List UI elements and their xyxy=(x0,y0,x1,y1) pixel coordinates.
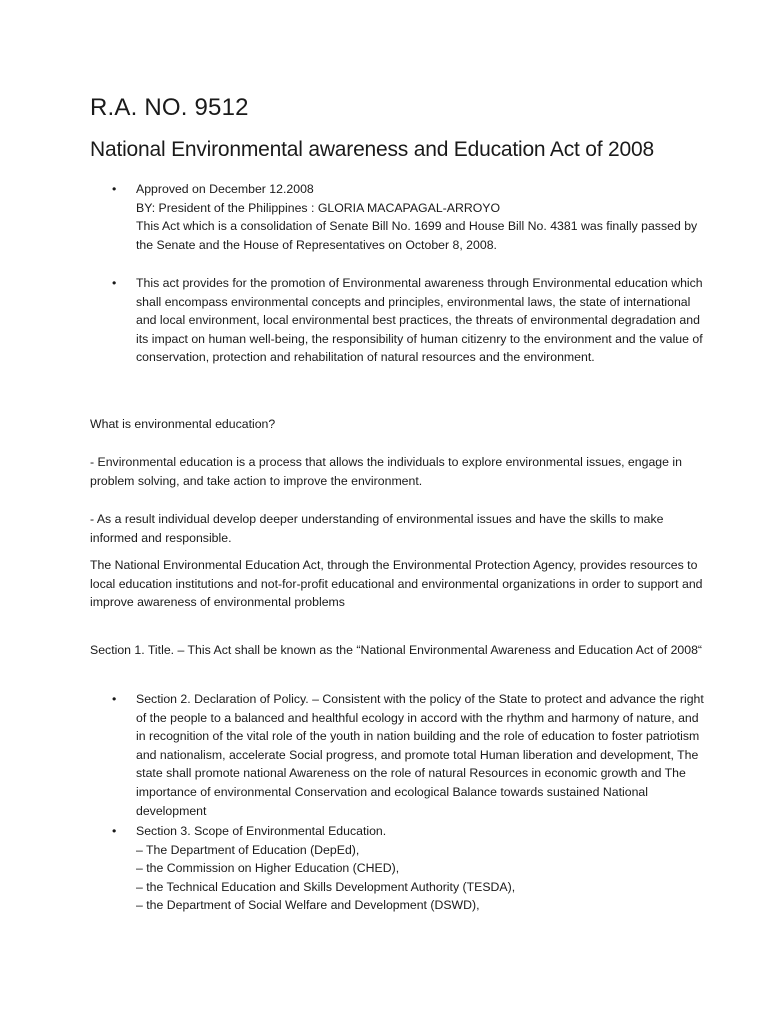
section-3-block xyxy=(136,822,710,915)
approval-signatory: BY: President of the Philippines : GLORIA MACAPAGAL-ARROYO xyxy=(136,200,501,215)
section-3-item: – the Commission on Higher Education (CHED), xyxy=(136,861,400,876)
section-2-paragraph: Section 2. Declaration of Policy. – Consistent with the policy of the State to protect and advance the right of the people to a balanced and healthful ecology in accord with the rhythm and harmony of nature, and in recognition of the vital role of the youth in nation building and the role of education to foster patriotism and nationalism, accelerate Social progress, and promote total Human liberation and development, The state shall promote national Awareness on the role of natural Resources in economic growth and The importance of environmental Conservation and ecological Balance towards sustained National development xyxy=(136,692,704,818)
bullet-glyph: • xyxy=(112,182,117,196)
answer-paragraph-2: - As a result individual develop deeper understanding of environmental issues and have the skills to make informed and responsible. xyxy=(90,512,664,545)
section-3-item: – the Technical Education and Skills Development Authority (TESDA), xyxy=(136,879,516,894)
section-1-paragraph: Section 1. Title. – This Act shall be known as the “National Environmental Awareness and Education Act of 2008“ xyxy=(90,643,703,657)
section-3-item: – the Department of Social Welfare and Development (DSWD), xyxy=(136,898,480,913)
document-subtitle: National Environmental awareness and Education Act of 2008 xyxy=(90,138,654,161)
approval-date: Approved on December 12.2008 xyxy=(136,182,314,196)
document-title: R.A. NO. 9512 xyxy=(90,94,249,121)
bullet-glyph: • xyxy=(112,824,117,838)
bullet-glyph: • xyxy=(112,692,117,706)
bullet-glyph: • xyxy=(112,276,117,290)
approval-block xyxy=(136,180,710,254)
section-3-heading: Section 3. Scope of Environmental Education. xyxy=(136,824,387,838)
approval-consolidation: This Act which is a consolidation of Senate Bill No. 1699 and House Bill No. 4381 was finally passed by the Senate and the House of Representatives on October 8, 2008. xyxy=(136,219,698,252)
neea-paragraph: The National Environmental Education Act, through the Environmental Protection Agency, provides resources to local education institutions and not-for-profit educational and environmental organizations in order to support and improve awareness of environmental problems xyxy=(90,558,703,610)
question-heading: What is environmental education? xyxy=(90,417,276,431)
act-provisions-paragraph: This act provides for the promotion of Environmental awareness through Environmental education which shall encompass environmental concepts and principles, environmental laws, the state of international and local environment, local environmental best practices, the threats of environmental degradation and its impact on human well-being, the responsibility of human citizenry to the environment and the value of conservation, protection and rehabilitation of natural resources and the environment. xyxy=(136,276,703,365)
section-3-item: – The Department of Education (DepEd), xyxy=(136,842,360,857)
answer-paragraph-1: - Environmental education is a process that allows the individuals to explore environmental issues, engage in problem solving, and take action to improve the environment. xyxy=(90,455,682,488)
